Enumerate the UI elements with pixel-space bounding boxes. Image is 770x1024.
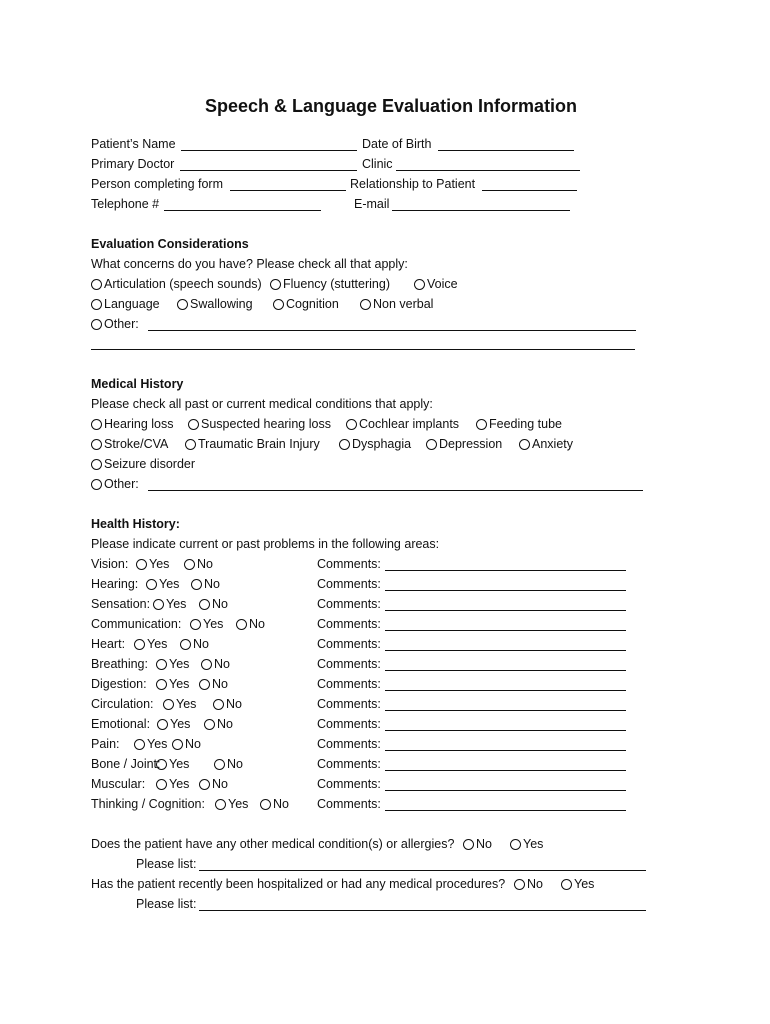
health-no-option[interactable]: No [180, 636, 209, 652]
email-label: E-mail [354, 197, 390, 211]
radio-icon[interactable] [201, 659, 212, 670]
comments-field[interactable] [385, 670, 626, 671]
radio-icon[interactable] [172, 739, 183, 750]
health-yes-option[interactable]: Yes [156, 756, 189, 772]
radio-icon[interactable] [91, 279, 102, 290]
relationship-field[interactable] [482, 190, 577, 191]
clinic-field[interactable] [396, 170, 580, 171]
primary-doctor-label: Primary Doctor [91, 157, 175, 171]
concern-other[interactable]: Other: [91, 316, 139, 332]
radio-icon[interactable] [156, 779, 167, 790]
concern-cognition[interactable]: Cognition [273, 296, 339, 312]
question-other-conditions: Does the patient have any other medical condition(s) or allergies? [91, 837, 455, 851]
radio-icon[interactable] [163, 699, 174, 710]
health-no-option[interactable]: No [236, 616, 265, 632]
radio-icon[interactable] [91, 439, 102, 450]
health-area-label: Heart: [91, 637, 126, 651]
medical-other-field[interactable] [148, 490, 643, 491]
q1-please-list-field[interactable] [199, 870, 646, 871]
health-no-option[interactable]: No [213, 696, 242, 712]
health-no-option[interactable]: No [199, 596, 228, 612]
medical-anxiety[interactable]: Anxiety [519, 436, 573, 452]
health-no-option[interactable]: No [172, 736, 201, 752]
health-area-label: Vision: [91, 557, 129, 571]
radio-icon[interactable] [260, 799, 271, 810]
radio-icon[interactable] [426, 439, 437, 450]
radio-icon[interactable] [236, 619, 247, 630]
radio-icon[interactable] [270, 279, 281, 290]
radio-icon[interactable] [91, 319, 102, 330]
health-area-label: Muscular: [91, 777, 146, 791]
medical-dysphagia[interactable]: Dysphagia [339, 436, 411, 452]
health-yes-option[interactable]: Yes [156, 776, 189, 792]
radio-icon[interactable] [510, 839, 521, 850]
health-yes-option[interactable]: Yes [157, 716, 190, 732]
comments-field[interactable] [385, 590, 626, 591]
concern-language[interactable]: Language [91, 296, 160, 312]
health-yes-option[interactable]: Yes [136, 556, 169, 572]
comments-field[interactable] [385, 810, 626, 811]
radio-icon[interactable] [136, 559, 147, 570]
health-area-label: Thinking / Cognition: [91, 797, 205, 811]
health-yes-option[interactable]: Yes [190, 616, 223, 632]
comments-field[interactable] [385, 610, 626, 611]
comments-field[interactable] [385, 790, 626, 791]
radio-icon[interactable] [339, 439, 350, 450]
radio-icon[interactable] [91, 479, 102, 490]
medical-suspected-hearing-loss[interactable]: Suspected hearing loss [188, 416, 331, 432]
radio-icon[interactable] [191, 579, 202, 590]
radio-icon[interactable] [213, 699, 224, 710]
comments-label: Comments: [317, 777, 381, 791]
health-prompt: Please indicate current or past problems in the following areas: [91, 537, 440, 551]
comments-label: Comments: [317, 657, 381, 671]
health-yes-option[interactable]: Yes [134, 636, 167, 652]
radio-icon[interactable] [514, 879, 525, 890]
radio-icon[interactable] [463, 839, 474, 850]
q2-please-list-label: Please list: [136, 897, 197, 911]
page-title: Speech & Language Evaluation Information [205, 96, 578, 116]
radio-icon[interactable] [91, 299, 102, 310]
radio-icon[interactable] [188, 419, 199, 430]
health-area-label: Emotional: [91, 717, 151, 731]
radio-icon[interactable] [91, 419, 102, 430]
radio-icon[interactable] [177, 299, 188, 310]
comments-label: Comments: [317, 677, 381, 691]
radio-icon[interactable] [215, 799, 226, 810]
health-no-option[interactable]: No [199, 776, 228, 792]
medical-feeding-tube[interactable]: Feeding tube [476, 416, 562, 432]
radio-icon[interactable] [184, 559, 195, 570]
comments-label: Comments: [317, 577, 381, 591]
q1-yes-option[interactable]: Yes [510, 836, 543, 852]
comments-label: Comments: [317, 737, 381, 751]
comments-label: Comments: [317, 697, 381, 711]
evaluation-prompt: What concerns do you have? Please check all that apply: [91, 257, 408, 271]
medical-heading: Medical History [91, 377, 184, 391]
radio-icon[interactable] [476, 419, 487, 430]
radio-icon[interactable] [91, 459, 102, 470]
radio-icon[interactable] [360, 299, 371, 310]
concern-other-field-2[interactable] [91, 349, 635, 350]
comments-label: Comments: [317, 757, 381, 771]
health-yes-option[interactable]: Yes [146, 576, 179, 592]
health-area-label: Digestion: [91, 677, 147, 691]
concern-articulation[interactable]: Articulation (speech sounds) [91, 276, 262, 292]
patient-name-field[interactable] [181, 150, 357, 151]
medical-other[interactable]: Other: [91, 476, 139, 492]
comments-field[interactable] [385, 650, 626, 651]
medical-depression[interactable]: Depression [426, 436, 502, 452]
dob-field[interactable] [438, 150, 574, 151]
telephone-label: Telephone # [91, 197, 160, 211]
medical-stroke[interactable]: Stroke/CVA [91, 436, 168, 452]
concern-fluency[interactable]: Fluency (stuttering) [270, 276, 390, 292]
comments-field[interactable] [385, 570, 626, 571]
concern-other-field[interactable] [148, 330, 636, 331]
health-yes-option[interactable]: Yes [156, 656, 189, 672]
health-no-option[interactable]: No [214, 756, 243, 772]
health-yes-option[interactable]: Yes [153, 596, 186, 612]
comments-label: Comments: [317, 637, 381, 651]
health-area-label: Circulation: [91, 697, 154, 711]
comments-label: Comments: [317, 597, 381, 611]
comments-field[interactable] [385, 770, 626, 771]
comments-label: Comments: [317, 557, 381, 571]
health-heading: Health History: [91, 517, 180, 531]
health-no-option[interactable]: No [191, 576, 220, 592]
q2-yes-option[interactable]: Yes [561, 876, 594, 892]
health-area-label: Pain: [91, 737, 120, 751]
radio-icon[interactable] [519, 439, 530, 450]
comments-label: Comments: [317, 797, 381, 811]
medical-hearing-loss[interactable]: Hearing loss [91, 416, 173, 432]
patient-name-label: Patient’s Name [91, 137, 176, 151]
health-area-label: Communication: [91, 617, 182, 631]
q2-no-option[interactable]: No [514, 876, 543, 892]
radio-icon[interactable] [204, 719, 215, 730]
concern-non-verbal[interactable]: Non verbal [360, 296, 433, 312]
radio-icon[interactable] [180, 639, 191, 650]
health-yes-option[interactable]: Yes [134, 736, 167, 752]
medical-tbi[interactable]: Traumatic Brain Injury [185, 436, 320, 452]
health-area-label: Hearing: [91, 577, 139, 591]
radio-icon[interactable] [199, 599, 210, 610]
radio-icon[interactable] [153, 599, 164, 610]
medical-prompt: Please check all past or current medical conditions that apply: [91, 397, 433, 411]
radio-icon[interactable] [146, 579, 157, 590]
radio-icon[interactable] [134, 639, 145, 650]
health-area-label: Sensation: [91, 597, 151, 611]
health-yes-option[interactable]: Yes [163, 696, 196, 712]
radio-icon[interactable] [214, 759, 225, 770]
health-yes-option[interactable]: Yes [215, 796, 248, 812]
radio-icon[interactable] [273, 299, 284, 310]
telephone-field[interactable] [164, 210, 321, 211]
health-area-label: Bone / Joint: [91, 757, 161, 771]
medical-cochlear-implants[interactable]: Cochlear implants [346, 416, 459, 432]
comments-field[interactable] [385, 690, 626, 691]
radio-icon[interactable] [134, 739, 145, 750]
health-yes-option[interactable]: Yes [156, 676, 189, 692]
health-no-option[interactable]: No [201, 656, 230, 672]
radio-icon[interactable] [185, 439, 196, 450]
comments-label: Comments: [317, 717, 381, 731]
radio-icon[interactable] [199, 779, 210, 790]
health-no-option[interactable]: No [199, 676, 228, 692]
radio-icon[interactable] [346, 419, 357, 430]
clinic-label: Clinic [362, 157, 393, 171]
radio-icon[interactable] [156, 759, 167, 770]
q1-please-list-label: Please list: [136, 857, 197, 871]
comments-label: Comments: [317, 617, 381, 631]
radio-icon[interactable] [561, 879, 572, 890]
radio-icon[interactable] [190, 619, 201, 630]
comments-field[interactable] [385, 730, 626, 731]
concern-voice[interactable]: Voice [414, 276, 458, 292]
evaluation-heading: Evaluation Considerations [91, 237, 249, 251]
medical-seizure[interactable]: Seizure disorder [91, 456, 195, 472]
q1-no-option[interactable]: No [463, 836, 492, 852]
relationship-label: Relationship to Patient [350, 177, 476, 191]
radio-icon[interactable] [156, 659, 167, 670]
radio-icon[interactable] [156, 679, 167, 690]
question-hospitalized: Has the patient recently been hospitalized or had any medical procedures? [91, 877, 506, 891]
person-completing-label: Person completing form [91, 177, 224, 191]
comments-field[interactable] [385, 710, 626, 711]
dob-label: Date of Birth [362, 137, 432, 151]
person-completing-field[interactable] [230, 190, 346, 191]
comments-field[interactable] [385, 630, 626, 631]
concern-swallowing[interactable]: Swallowing [177, 296, 253, 312]
radio-icon[interactable] [157, 719, 168, 730]
radio-icon[interactable] [414, 279, 425, 290]
health-no-option[interactable]: No [260, 796, 289, 812]
email-field[interactable] [392, 210, 570, 211]
comments-field[interactable] [385, 750, 626, 751]
radio-icon[interactable] [199, 679, 210, 690]
health-no-option[interactable]: No [184, 556, 213, 572]
q2-please-list-field[interactable] [199, 910, 646, 911]
primary-doctor-field[interactable] [180, 170, 357, 171]
health-area-label: Breathing: [91, 657, 148, 671]
health-no-option[interactable]: No [204, 716, 233, 732]
